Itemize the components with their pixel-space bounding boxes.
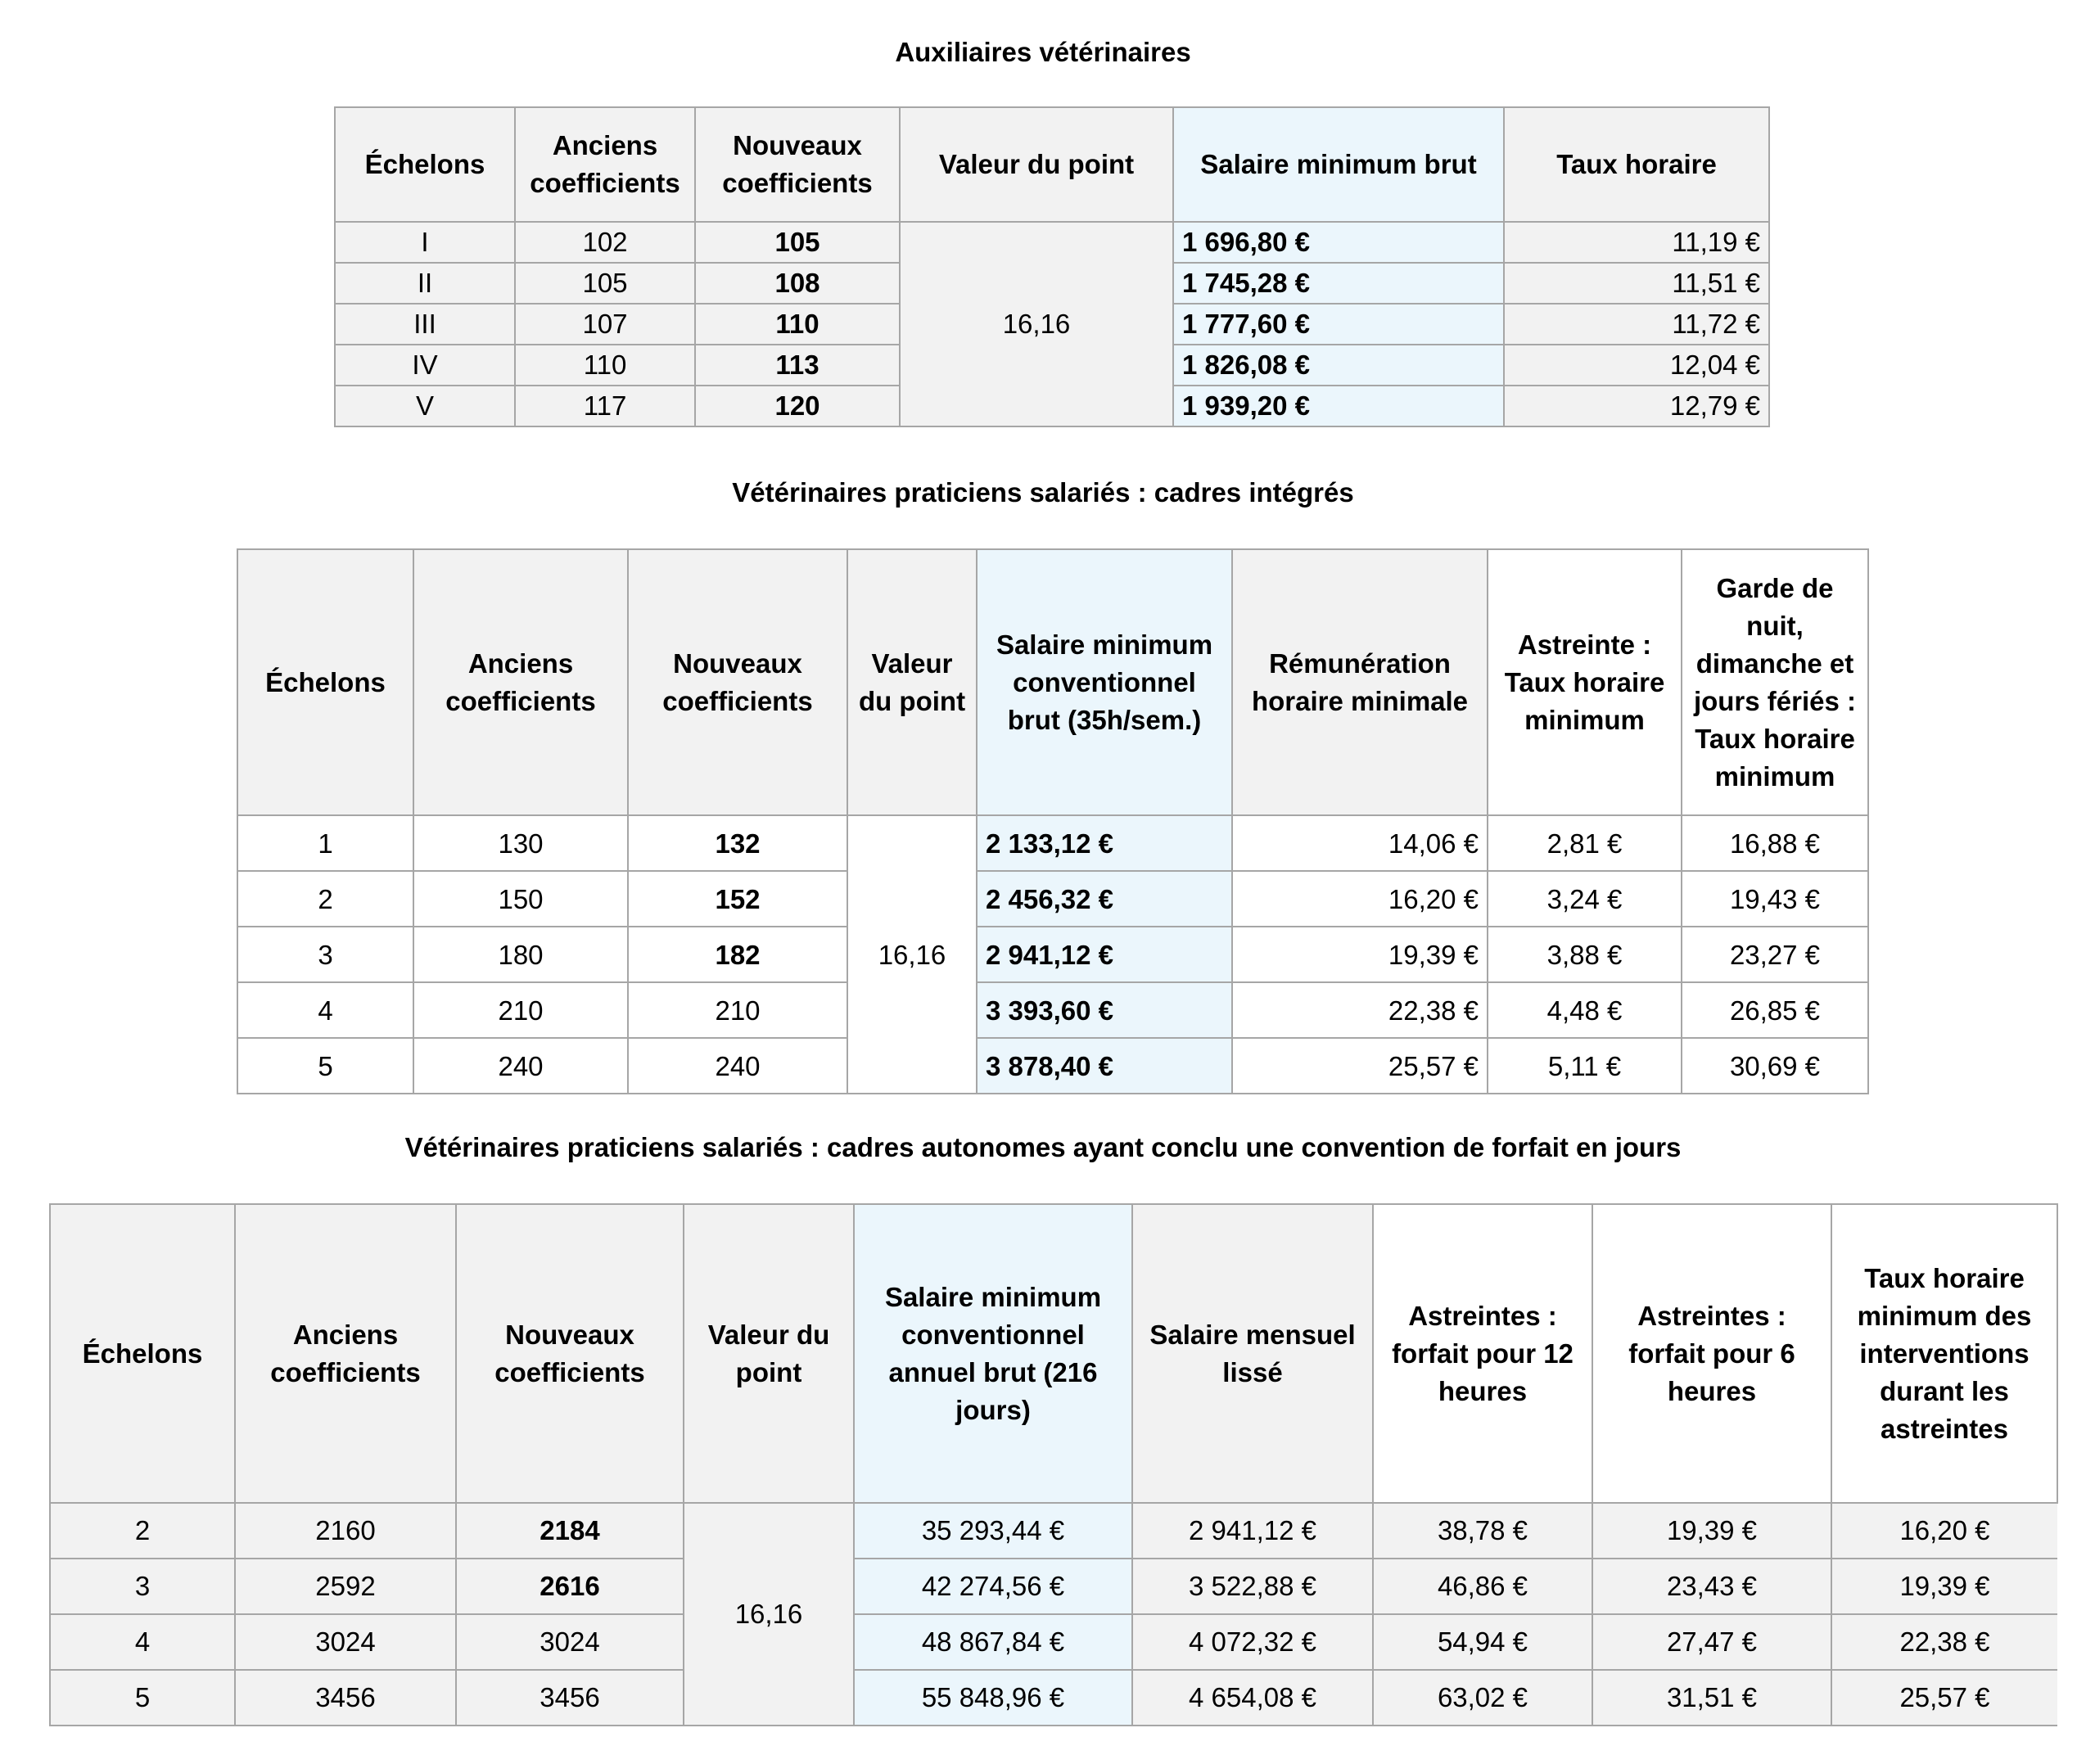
cell-taux: 12,04 € [1504, 345, 1769, 386]
cell-taux: 11,72 € [1504, 304, 1769, 345]
header-anciens-coefficients: Anciens coefficients [235, 1204, 456, 1503]
cell-echelon: 2 [50, 1503, 235, 1559]
cell-forfait-12h: 63,02 € [1373, 1670, 1592, 1726]
cell-echelon: 3 [237, 927, 413, 982]
cell-salaire: 2 133,12 € [977, 815, 1232, 871]
cell-nouveaux: 108 [695, 263, 900, 304]
header-echelons: Échelons [335, 107, 515, 222]
header-anciens-coefficients: Anciens coefficients [413, 549, 628, 815]
header-forfait-6h: Astreintes : forfait pour 6 heures [1592, 1204, 1831, 1503]
cell-salaire: 2 456,32 € [977, 871, 1232, 927]
table-cadres-integres [237, 548, 1869, 1094]
cell-mensuel: 4 654,08 € [1132, 1670, 1373, 1726]
cell-taux: 19,39 € [1831, 1559, 2057, 1614]
table-row [335, 222, 1769, 263]
table-row [237, 871, 1868, 927]
cell-garde: 26,85 € [1682, 982, 1868, 1038]
header-salaire-minimum-brut: Salaire minimum brut [1173, 107, 1504, 222]
cell-anciens: 107 [515, 304, 695, 345]
table-row [237, 1038, 1868, 1094]
cell-astreinte: 3,88 € [1488, 927, 1682, 982]
cell-anciens: 2160 [235, 1503, 456, 1559]
cell-remuneration: 25,57 € [1232, 1038, 1488, 1094]
cell-nouveaux: 152 [628, 871, 847, 927]
cell-salaire: 1 696,80 € [1173, 222, 1504, 263]
cell-anciens: 105 [515, 263, 695, 304]
table-row [237, 927, 1868, 982]
cell-forfait-6h: 19,39 € [1592, 1503, 1831, 1559]
cell-annuel: 48 867,84 € [854, 1614, 1132, 1670]
header-garde: Garde de nuit, dimanche et jours fériés : Taux horaire minimum [1682, 549, 1868, 815]
cell-echelon: 5 [50, 1670, 235, 1726]
cell-taux: 12,79 € [1504, 386, 1769, 426]
header-valeur-du-point: Valeur du point [900, 107, 1173, 222]
table-row [237, 982, 1868, 1038]
cell-salaire: 3 393,60 € [977, 982, 1232, 1038]
table-header-row [335, 107, 1769, 222]
cell-anciens: 117 [515, 386, 695, 426]
header-salaire-annuel: Salaire minimum conventionnel annuel brut (216 jours) [854, 1204, 1132, 1503]
cell-mensuel: 2 941,12 € [1132, 1503, 1373, 1559]
cell-anciens: 102 [515, 222, 695, 263]
table-row [50, 1503, 2057, 1559]
header-salaire-minimum-conventionnel: Salaire minimum conventionnel brut (35h/sem.) [977, 549, 1232, 815]
cell-salaire: 1 939,20 € [1173, 386, 1504, 426]
table2-title: Vétérinaires praticiens salariés : cadres intégrés [732, 477, 1354, 508]
table-row [50, 1614, 2057, 1670]
header-salaire-mensuel-lisse: Salaire mensuel lissé [1132, 1204, 1373, 1503]
cell-anciens: 240 [413, 1038, 628, 1094]
cell-astreinte: 2,81 € [1488, 815, 1682, 871]
cell-salaire: 1 777,60 € [1173, 304, 1504, 345]
cell-astreinte: 3,24 € [1488, 871, 1682, 927]
cell-nouveaux: 182 [628, 927, 847, 982]
cell-anciens: 3456 [235, 1670, 456, 1726]
cell-nouveaux: 3024 [456, 1614, 684, 1670]
cell-nouveaux: 3456 [456, 1670, 684, 1726]
cell-anciens: 150 [413, 871, 628, 927]
cell-echelon: 5 [237, 1038, 413, 1094]
header-nouveaux-coefficients: Nouveaux coefficients [628, 549, 847, 815]
cell-forfait-6h: 31,51 € [1592, 1670, 1831, 1726]
cell-nouveaux: 132 [628, 815, 847, 871]
header-taux-horaire: Taux horaire [1504, 107, 1769, 222]
cell-anciens: 210 [413, 982, 628, 1038]
cell-echelon: III [335, 304, 515, 345]
cell-echelon: I [335, 222, 515, 263]
header-nouveaux-coefficients: Nouveaux coefficients [456, 1204, 684, 1503]
cell-nouveaux: 105 [695, 222, 900, 263]
cell-echelon: IV [335, 345, 515, 386]
cell-astreinte: 4,48 € [1488, 982, 1682, 1038]
cell-nouveaux: 240 [628, 1038, 847, 1094]
cell-taux: 11,19 € [1504, 222, 1769, 263]
header-astreinte: Astreinte : Taux horaire minimum [1488, 549, 1682, 815]
cell-forfait-6h: 27,47 € [1592, 1614, 1831, 1670]
cell-echelon: 1 [237, 815, 413, 871]
cell-anciens: 130 [413, 815, 628, 871]
cell-echelon: 4 [237, 982, 413, 1038]
table-header-row [237, 549, 1868, 815]
header-valeur-du-point: Valeur du point [684, 1204, 854, 1503]
cell-garde: 19,43 € [1682, 871, 1868, 927]
cell-echelon: 2 [237, 871, 413, 927]
cell-salaire: 1 745,28 € [1173, 263, 1504, 304]
cell-astreinte: 5,11 € [1488, 1038, 1682, 1094]
cell-echelon: V [335, 386, 515, 426]
table-row [237, 815, 1868, 871]
cell-forfait-12h: 54,94 € [1373, 1614, 1592, 1670]
cell-echelon: II [335, 263, 515, 304]
cell-remuneration: 19,39 € [1232, 927, 1488, 982]
header-taux-interventions: Taux horaire minimum des interventions durant les astreintes [1831, 1204, 2057, 1503]
cell-mensuel: 4 072,32 € [1132, 1614, 1373, 1670]
cell-annuel: 55 848,96 € [854, 1670, 1132, 1726]
cell-echelon: 4 [50, 1614, 235, 1670]
table-row [50, 1670, 2057, 1726]
header-anciens-coefficients: Anciens coefficients [515, 107, 695, 222]
cell-anciens: 110 [515, 345, 695, 386]
cell-nouveaux: 110 [695, 304, 900, 345]
cell-annuel: 42 274,56 € [854, 1559, 1132, 1614]
cell-valeur-du-point: 16,16 [900, 222, 1173, 426]
cell-valeur-du-point: 16,16 [684, 1503, 854, 1726]
cell-salaire: 2 941,12 € [977, 927, 1232, 982]
cell-salaire: 3 878,40 € [977, 1038, 1232, 1094]
cell-garde: 30,69 € [1682, 1038, 1868, 1094]
cell-remuneration: 22,38 € [1232, 982, 1488, 1038]
cell-nouveaux: 113 [695, 345, 900, 386]
cell-taux: 11,51 € [1504, 263, 1769, 304]
cell-taux: 16,20 € [1831, 1503, 2057, 1559]
table3-title: Vétérinaires praticiens salariés : cadres autonomes ayant conclu une convention de forfait en jours [404, 1132, 1682, 1162]
header-echelons: Échelons [237, 549, 413, 815]
header-valeur-du-point: Valeur du point [847, 549, 977, 815]
cell-mensuel: 3 522,88 € [1132, 1559, 1373, 1614]
cell-forfait-6h: 23,43 € [1592, 1559, 1831, 1614]
cell-taux: 25,57 € [1831, 1670, 2057, 1726]
cell-nouveaux: 2616 [456, 1559, 684, 1614]
cell-remuneration: 14,06 € [1232, 815, 1488, 871]
cell-garde: 16,88 € [1682, 815, 1868, 871]
table-cadres-autonomes [49, 1203, 2058, 1726]
table-auxiliaires [334, 106, 1770, 427]
header-remuneration-horaire: Rémunération horaire minimale [1232, 549, 1488, 815]
cell-nouveaux: 120 [695, 386, 900, 426]
cell-echelon: 3 [50, 1559, 235, 1614]
table1-title: Auxiliaires vétérinaires [895, 37, 1191, 67]
cell-valeur-du-point: 16,16 [847, 815, 977, 1094]
header-echelons: Échelons [50, 1204, 235, 1503]
header-forfait-12h: Astreintes : forfait pour 12 heures [1373, 1204, 1592, 1503]
table-header-row [50, 1204, 2057, 1503]
cell-nouveaux: 2184 [456, 1503, 684, 1559]
cell-anciens: 180 [413, 927, 628, 982]
table-row [50, 1559, 2057, 1614]
cell-annuel: 35 293,44 € [854, 1503, 1132, 1559]
cell-forfait-12h: 38,78 € [1373, 1503, 1592, 1559]
cell-anciens: 3024 [235, 1614, 456, 1670]
cell-taux: 22,38 € [1831, 1614, 2057, 1670]
cell-forfait-12h: 46,86 € [1373, 1559, 1592, 1614]
cell-anciens: 2592 [235, 1559, 456, 1614]
cell-remuneration: 16,20 € [1232, 871, 1488, 927]
header-nouveaux-coefficients: Nouveaux coefficients [695, 107, 900, 222]
cell-nouveaux: 210 [628, 982, 847, 1038]
cell-salaire: 1 826,08 € [1173, 345, 1504, 386]
cell-garde: 23,27 € [1682, 927, 1868, 982]
